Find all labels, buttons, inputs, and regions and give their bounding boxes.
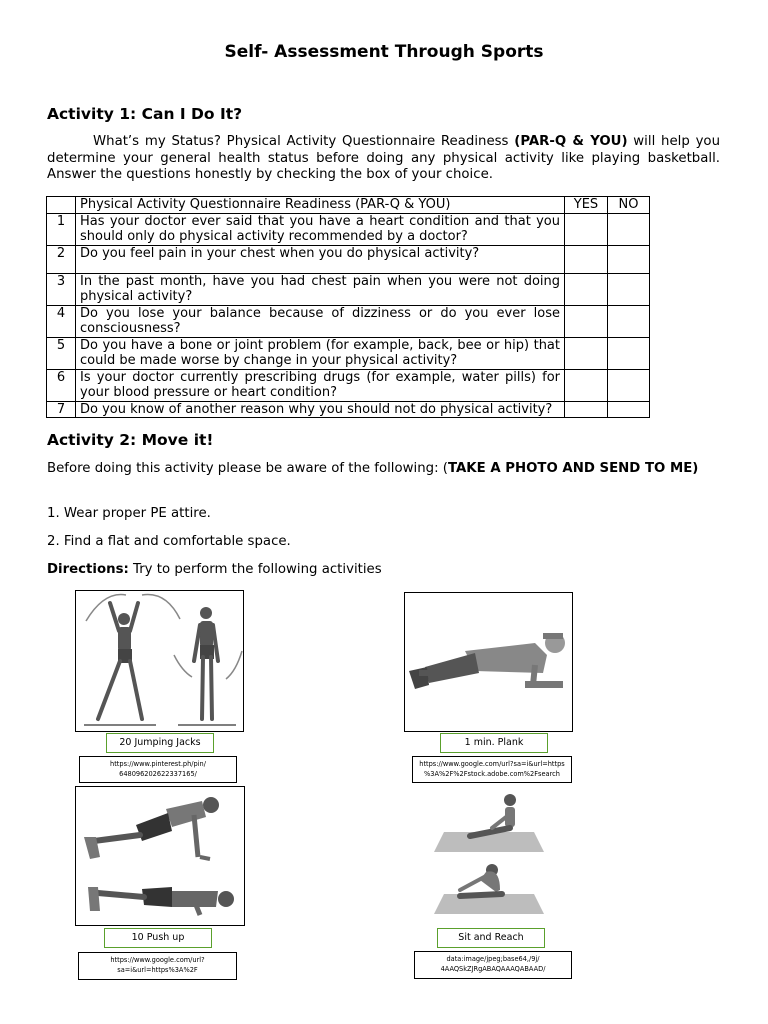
yes-checkbox[interactable] [565, 273, 608, 305]
row-question: In the past month, have you had chest pain when you were not doing physical activity? [76, 273, 565, 305]
reference-line: https://www.google.com/url?sa=i&url=https [419, 760, 565, 768]
directions-text: Try to perform the following activities [128, 562, 382, 577]
reference-line: 4AAQSkZJRgABAQAAAQABAAD/ [440, 964, 546, 973]
sit-and-reach-image [430, 790, 548, 920]
activity1-heading: Activity 1: Can I Do It? [47, 105, 243, 123]
row-number: 5 [47, 337, 76, 369]
yes-checkbox[interactable] [565, 245, 608, 273]
activity2-heading: Activity 2: Move it! [47, 431, 214, 449]
directions [47, 562, 382, 577]
plank-image [404, 592, 573, 732]
instruction-2: 2. Find a flat and comfortable space. [47, 534, 291, 549]
exercise-caption: 20 Jumping Jacks [106, 733, 214, 753]
header-yes: YES [565, 197, 608, 214]
table-row [47, 245, 650, 273]
yes-checkbox[interactable] [565, 305, 608, 337]
exercise-caption: Sit and Reach [437, 928, 545, 948]
row-question: Do you have a bone or joint problem (for example, back, bee or hip) that could be made worse by change in your physical activity? [76, 337, 565, 369]
image-source-reference [78, 952, 237, 980]
header-no: NO [608, 197, 650, 214]
note-bold-text: TAKE A PHOTO AND SEND TO ME) [447, 461, 699, 476]
directions-label: Directions: [47, 562, 129, 577]
no-checkbox[interactable] [608, 337, 650, 369]
header-number-cell [47, 197, 76, 214]
row-question: Do you know of another reason why you should not do physical activity? [76, 401, 565, 418]
reference-line: https://www.pinterest.ph/pin/ [110, 760, 206, 768]
no-checkbox[interactable] [608, 369, 650, 401]
reference-line: https://www.google.com/url? [110, 956, 205, 964]
image-source-reference [79, 756, 237, 783]
reference-line: data:image/jpeg;base64,/9j/ [446, 955, 540, 963]
jumping-jacks-image [75, 590, 244, 732]
table-row [47, 337, 650, 369]
table-row [47, 401, 650, 418]
no-checkbox[interactable] [608, 245, 650, 273]
note-text: Before doing this activity please be aware of the following: ( [47, 461, 448, 476]
push-up-image [75, 786, 245, 926]
activity1-intro [47, 134, 720, 184]
intro-text-start: What’s my Status? Physical Activity Questionnaire Readiness [93, 134, 515, 149]
yes-checkbox[interactable] [565, 337, 608, 369]
no-checkbox[interactable] [608, 273, 650, 305]
row-question: Has your doctor ever said that you have a heart condition and that you should only do physical activity recommended by a doctor? [76, 213, 565, 245]
no-checkbox[interactable] [608, 213, 650, 245]
yes-checkbox[interactable] [565, 369, 608, 401]
intro-text-end: will help you determine your general health status before doing any physical activity like playing basketball. Answer the questions honestly by checking the box of your choice. [47, 134, 720, 182]
intro-text-bold: (PAR-Q & YOU) [514, 134, 628, 149]
exercise-caption: 1 min. Plank [440, 733, 548, 753]
reference-line: sa=i&url=https%3A%2F [117, 965, 198, 974]
row-number: 3 [47, 273, 76, 305]
yes-checkbox[interactable] [565, 213, 608, 245]
row-number: 1 [47, 213, 76, 245]
table-row [47, 369, 650, 401]
table-row [47, 213, 650, 245]
yes-checkbox[interactable] [565, 401, 608, 418]
no-checkbox[interactable] [608, 401, 650, 418]
instruction-1: 1. Wear proper PE attire. [47, 506, 211, 521]
reference-line: %3A%2F%2Fstock.adobe.com%2Fsearch [424, 769, 560, 778]
row-question: Do you lose your balance because of dizziness or do you ever lose consciousness? [76, 305, 565, 337]
row-question: Do you feel pain in your chest when you do physical activity? [76, 245, 565, 273]
parq-header-row [47, 197, 650, 214]
row-question: Is your doctor currently prescribing drugs (for example, water pills) for your blood pressure or heart condition? [76, 369, 565, 401]
image-source-reference [412, 756, 572, 783]
header-question-cell: Physical Activity Questionnaire Readiness (PAR-Q & YOU) [76, 197, 565, 214]
table-row [47, 273, 650, 305]
image-source-reference [414, 951, 572, 979]
page-title: Self- Assessment Through Sports [224, 42, 544, 62]
activity2-note [47, 461, 720, 478]
row-number: 6 [47, 369, 76, 401]
exercise-caption: 10 Push up [104, 928, 212, 948]
parq-table [46, 196, 650, 418]
row-number: 4 [47, 305, 76, 337]
reference-line: 648096202622337165/ [119, 769, 197, 778]
table-row [47, 305, 650, 337]
row-number: 2 [47, 245, 76, 273]
row-number: 7 [47, 401, 76, 418]
no-checkbox[interactable] [608, 305, 650, 337]
